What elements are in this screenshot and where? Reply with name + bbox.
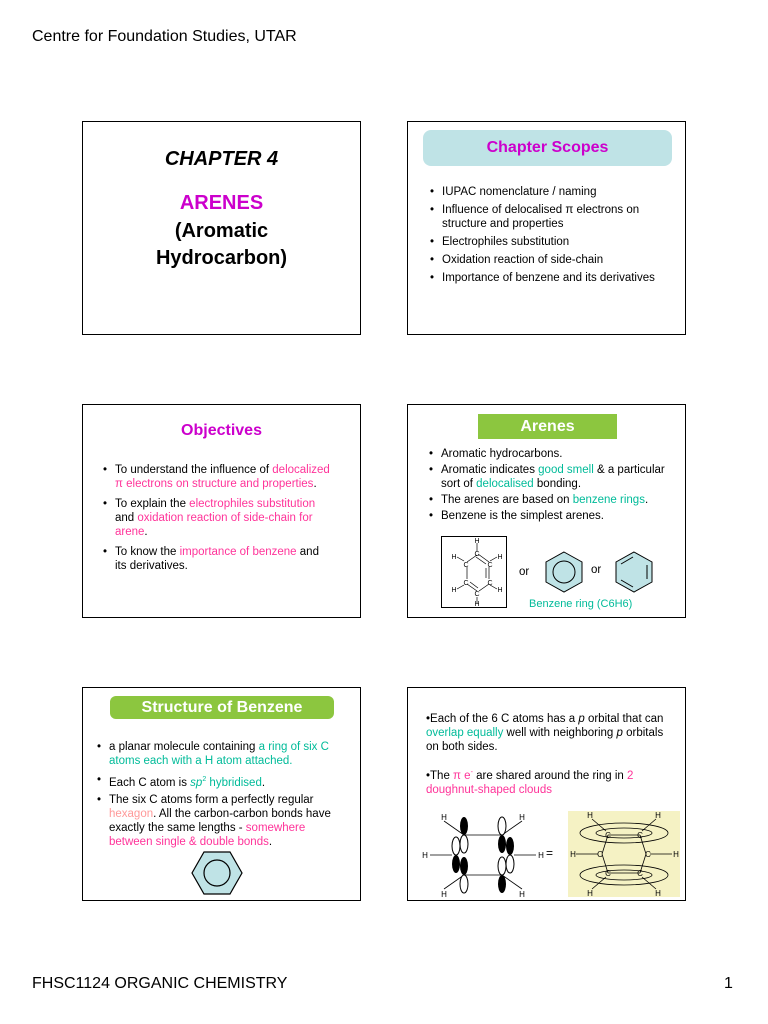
slide-arenes	[407, 404, 686, 618]
list-item: • To understand the influence of delocalized π electrons on structure and properties.	[101, 463, 333, 491]
atom-label: C	[597, 850, 603, 859]
atom-label: H	[673, 850, 679, 859]
atom-label: C	[605, 869, 611, 878]
atom-label: H	[422, 851, 428, 860]
list-item: • Each C atom is $sp^2$ hybridised.	[95, 773, 345, 790]
atom-label: C	[487, 562, 493, 569]
structure-heading: Structure of Benzene	[110, 696, 334, 719]
benzene-kekule-ring	[613, 550, 655, 594]
list-item: • Electrophiles substitution	[428, 235, 673, 249]
footer-course: FHSC1124 ORGANIC CHEMISTRY	[32, 975, 288, 992]
objectives-list	[101, 463, 333, 577]
slide-p-orbitals	[407, 687, 686, 901]
benzene-circle-structure	[543, 550, 585, 594]
chapter-title: ARENES	[179, 192, 264, 214]
slide-chapter-title	[82, 121, 361, 335]
list-item: • To know the importance of benzene and its derivatives.	[101, 545, 333, 573]
list-item: • Influence of delocalised π electrons on structure and properties	[428, 203, 673, 231]
atom-label: H	[587, 889, 593, 897]
list-item: • IUPAC nomenclature / naming	[428, 185, 673, 199]
atom-label: C	[474, 591, 480, 598]
chapter-number: CHAPTER 4	[164, 148, 279, 170]
atom-label: H	[570, 850, 576, 859]
list-item: • Aromatic indicates good smell & a particular sort of delocalised bonding.	[427, 463, 679, 491]
atom-label: H	[519, 890, 525, 899]
kekule-structure-svg	[442, 537, 506, 607]
slide-objectives	[82, 404, 361, 618]
atom-label: C	[637, 869, 643, 878]
chapter-subtitle-line1: (Aromatic	[174, 220, 269, 242]
atom-label: H	[474, 538, 480, 545]
objectives-heading: Objectives	[181, 422, 262, 439]
atom-label: C	[605, 831, 611, 840]
list-item: • Importance of benzene and its derivatives	[428, 271, 673, 285]
benzene-hexagon-icon	[190, 850, 244, 896]
list-item: • The six C atoms form a perfectly regular hexagon. All the carbon-carbon bonds have exactly the same lengths - somewhere between single & double bonds.	[95, 793, 345, 849]
atom-label: C	[463, 562, 469, 569]
atom-label: H	[441, 813, 447, 822]
list-item: • a planar molecule containing a ring of six C atoms each with a H atom attached.	[95, 740, 345, 768]
doughnut-cloud-svg	[568, 811, 680, 897]
p-orbital-text: •Each of the 6 C atoms has a p orbital that can overlap equally well with neighboring p orbitals on both sides.	[426, 713, 664, 753]
arenes-heading: Arenes	[478, 414, 617, 439]
atom-label: H	[451, 554, 457, 561]
equals-sign: =	[546, 846, 554, 860]
atom-label: H	[655, 811, 661, 820]
atom-label: H	[538, 851, 544, 860]
slide-chapter-scopes	[407, 121, 686, 335]
atom-label: C	[645, 850, 651, 859]
benzene-caption: Benzene ring (C6H6)	[529, 598, 633, 610]
atom-label: C	[463, 580, 469, 587]
list-item: • The arenes are based on benzene rings.	[427, 493, 679, 507]
benzene-kekule-structure	[441, 536, 507, 608]
chapter-subtitle-line2: Hydrocarbon)	[155, 247, 288, 269]
pi-electron-text: •The π e- are shared around the ring in 2 doughnut-shaped clouds	[426, 769, 634, 796]
atom-label: H	[451, 587, 457, 594]
scopes-list	[428, 185, 673, 289]
atom-label: H	[441, 890, 447, 899]
atom-label: H	[587, 811, 593, 820]
atom-label: H	[497, 587, 503, 594]
p-orbital-diagram	[418, 811, 548, 899]
scopes-heading: Chapter Scopes	[423, 130, 672, 166]
structure-list	[95, 740, 345, 853]
or-label-2: or	[591, 564, 602, 576]
list-item: • Benzene is the simplest arenes.	[427, 509, 679, 523]
list-item: • Oxidation reaction of side-chain	[428, 253, 673, 267]
atom-label: H	[474, 601, 480, 607]
arenes-list	[427, 447, 679, 527]
atom-label: H	[655, 889, 661, 897]
atom-label: C	[474, 551, 480, 558]
list-item: • To explain the electrophiles substitution and oxidation reaction of side-chain for arene.	[101, 497, 333, 539]
page-header: Centre for Foundation Studies, UTAR	[32, 28, 297, 45]
slide-structure-of-benzene	[82, 687, 361, 901]
atom-label: H	[519, 813, 525, 822]
atom-label: C	[487, 580, 493, 587]
doughnut-cloud-diagram	[568, 811, 680, 897]
list-item: • Aromatic hydrocarbons.	[427, 447, 679, 461]
atom-label: C	[637, 831, 643, 840]
page-number: 1	[724, 975, 733, 992]
or-label-1: or	[519, 566, 530, 578]
atom-label: H	[497, 554, 503, 561]
